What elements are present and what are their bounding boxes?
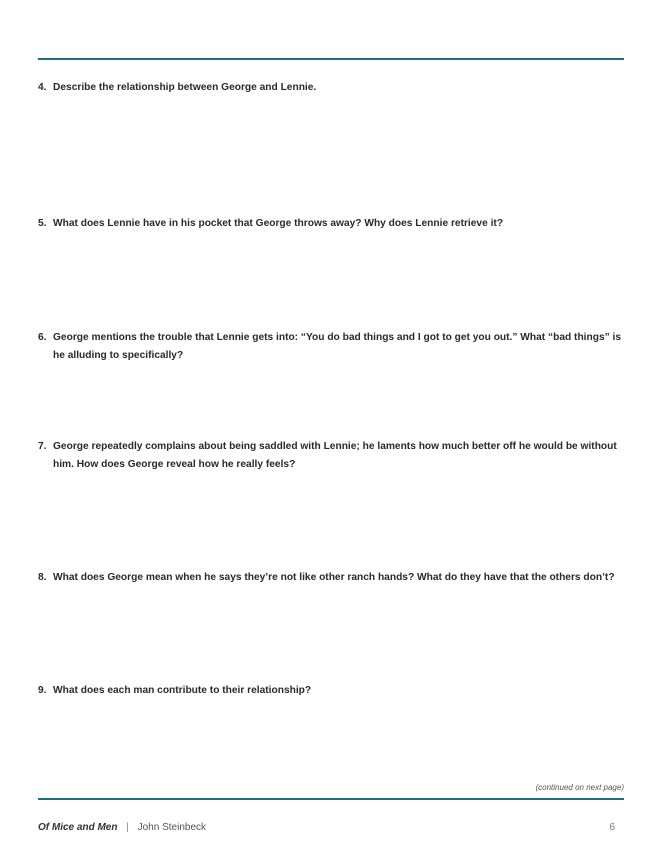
question-number: 6.: [38, 332, 47, 343]
question-7: [38, 438, 628, 474]
question-5: [38, 215, 628, 233]
question-9: [38, 682, 628, 700]
question-6: [38, 329, 628, 365]
question-number: 8.: [38, 572, 47, 583]
question-text: What does Lennie have in his pocket that George throws away? Why does Lennie retrieve it?: [53, 218, 504, 229]
question-number: 9.: [38, 685, 47, 696]
question-number: 4.: [38, 82, 47, 93]
footer-separator: |: [126, 822, 129, 833]
question-number: 7.: [38, 441, 47, 452]
book-title: Of Mice and Men: [38, 822, 118, 833]
question-text: George repeatedly complains about being saddled with Lennie; he laments how much better off he would be without him. How does George reveal how he really feels?: [53, 441, 617, 470]
author-name: John Steinbeck: [137, 822, 207, 833]
question-4: [38, 79, 628, 97]
question-text: Describe the relationship between George and Lennie.: [53, 82, 317, 93]
question-text: What does each man contribute to their relationship?: [53, 685, 312, 696]
continued-note: (continued on next page): [535, 783, 624, 792]
bottom-divider: [38, 798, 624, 800]
question-8: [38, 569, 628, 587]
top-divider: [38, 58, 624, 60]
question-number: 5.: [38, 218, 47, 229]
question-text: George mentions the trouble that Lennie gets into: “You do bad things and I got to get you out.” What “bad things” is he alluding to specifically?: [53, 332, 622, 361]
question-text: What does George mean when he says they’re not like other ranch hands? What do they have that the others don’t?: [53, 572, 615, 583]
footer: [38, 822, 206, 833]
page-number: 6: [609, 822, 615, 833]
